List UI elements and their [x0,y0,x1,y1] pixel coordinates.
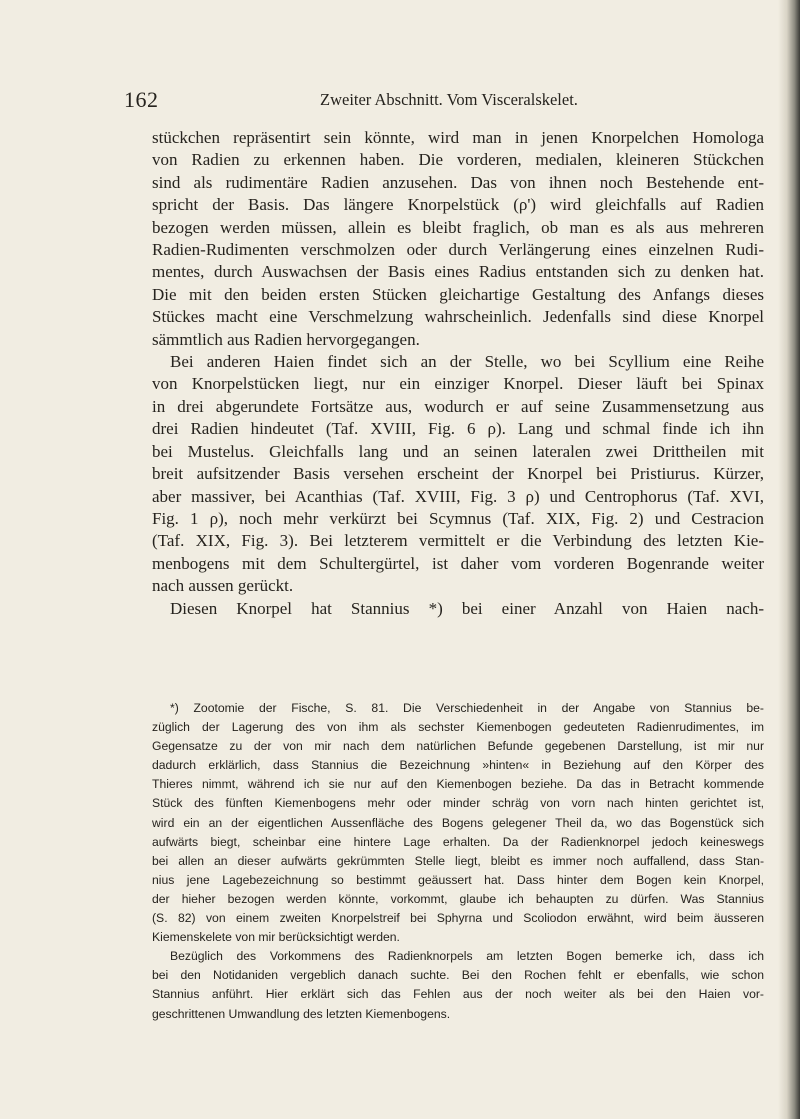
body-line: spricht der Basis. Das längere Knorpelstück (ρ') wird gleichfalls auf Radien [152,195,764,215]
body-line: stückchen repräsentirt sein könnte, wird man in jenen Knorpelchen Homologa [152,128,764,147]
footnote-line: geschrittenen Umwandlung des letzten Kiemenbogens. [152,1006,451,1021]
body-line: Diesen Knorpel hat Stannius *) bei einer Anzahl von Haien nach- [170,598,764,618]
body-line: aber massiver, bei Acanthias (Taf. XVIII, Fig. 3 ρ) und Centrophorus (Taf. XVI, [152,486,764,506]
body-line: Bei anderen Haien findet sich an der Stelle, wo bei Scyllium eine Reihe [170,352,764,372]
body-line: von Radien zu erkennen haben. Die vorderen, medialen, kleineren Stückchen [152,150,764,170]
footnote-line: Stück des fünften Kiemenbogens mehr oder minder schräg von vorn nach hinten gerichtet ist, [152,796,764,811]
body-text [152,127,764,620]
body-line: bezogen werden müssen, allein es bleibt fraglich, ob man es als aus mehreren [152,217,764,237]
footnote-line: *) Zootomie der Fische, S. 81. Die Verschiedenheit in der Angabe von Stannius be- [170,701,764,715]
footnote-line: Kiemenskelete von mir berücksichtigt werden. [152,930,400,945]
body-line: drei Radien hindeutet (Taf. XVIII, Fig. 6 ρ). Lang und schmal finde ich ihn [152,419,764,439]
body-line: Fig. 1 ρ), noch mehr verkürzt bei Scymnus (Taf. XIX, Fig. 2) und Cestracion [152,508,764,528]
page-number: 162 [124,87,159,112]
footnote-line: wird ein an der eigentlichen Aussenfläche des Bogens gelegener Theil da, wo das Bogenstück sich [152,815,764,830]
body-line: bei Mustelus. Gleichfalls lang und an seinen lateralen zwei Drittheilen mit [152,441,764,461]
footnote-line: bei den Notidaniden vergeblich danach suchte. Bei den Rochen fehlt er ebenfalls, wie schon [152,968,764,983]
body-line: (Taf. XIX, Fig. 3). Bei letzterem vermittelt er die Verbindung des letzten Kie- [152,531,764,551]
footnote-line: der hieher bezogen werden könnte, vorkommt, glaube ich behaupten zu dürfen. Was Stannius [152,891,764,906]
running-head: Zweiter Abschnitt. Vom Visceralskelet. [320,90,578,109]
page-header [124,87,764,117]
body-line: sind als rudimentäre Radien anzusehen. Das von ihnen noch Bestehende ent- [152,172,764,192]
footnote-line: Bezüglich des Vorkommens des Radienknorpels am letzten Bogen bemerke ich, dass ich [170,949,764,964]
footnote-line: (S. 82) von einem zweiten Knorpelstreif bei Sphyrna und Scoliodon erwähnt, wird beim äusseren [152,911,764,926]
body-line: nach aussen gerückt. [152,576,294,596]
footnote-line: Gegensatze zu der von mir nach dem natürlichen Befunde gegebenen Darstellung, ist mir nur [152,739,764,754]
footnote-line: dadurch erklärlich, dass Stannius die Bezeichnung »hinten« in Beziehung auf den Körper des [152,758,764,773]
page-edge-shadow [778,0,800,1119]
body-line: mentes, durch Auswachsen der Basis eines Radius entstanden sich zu denken hat. [152,262,764,282]
body-line: sämmtlich aus Radien hervorgegangen. [152,329,420,349]
body-line: Radien-Rudimenten verschmolzen oder durch Verlängerung eines einzelnen Rudi- [152,240,764,260]
body-line: menbogens mit dem Schultergürtel, ist daher vom vorderen Bogenrande weiter [152,553,764,573]
body-line: in drei abgerundete Fortsätze aus, wodurch er auf seine Zusammensetzung aus [152,396,764,416]
body-line: von Knorpelstücken liegt, nur ein einziger Knorpel. Dieser läuft bei Spinax [152,374,764,394]
footnotes [152,699,764,1024]
body-line: breit aufsitzender Basis versehen erscheint der Knorpel bei Pristiurus. Kürzer, [152,464,764,484]
body-line: Die mit den beiden ersten Stücken gleichartige Gestaltung des Anfangs dieses [152,284,764,304]
footnote-line: Stannius anführt. Hier erklärt sich das Fehlen aus der noch weiter als bei den Haien vor- [152,987,764,1002]
footnote-line: nius jene Lagebezeichnung so bestimmt geäussert hat. Dass hinter dem Bogen kein Knorpel, [152,872,764,887]
footnote-line: Thieres nimmt, während ich sie nur auf den Kiemenbogen beziehe. Da das in Betracht kommende [152,777,764,792]
footnote-line: bei allen an dieser aufwärts gekrümmten Stelle liegt, bleibt es immer noch auffallend, dass Stan- [152,853,764,868]
footnote-line: aufwärts biegt, scheinbar eine hintere Lage erhalten. Da der Radienknorpel jedoch keineswegs [152,834,764,849]
footnote-line: züglich der Lagerung des von ihm als sechster Kiemenbogen gedeuteten Radienrudimentes, im [152,720,764,735]
body-line: Stückes macht eine Verschmelzung wahrscheinlich. Jedenfalls sind diese Knorpel [152,307,764,327]
